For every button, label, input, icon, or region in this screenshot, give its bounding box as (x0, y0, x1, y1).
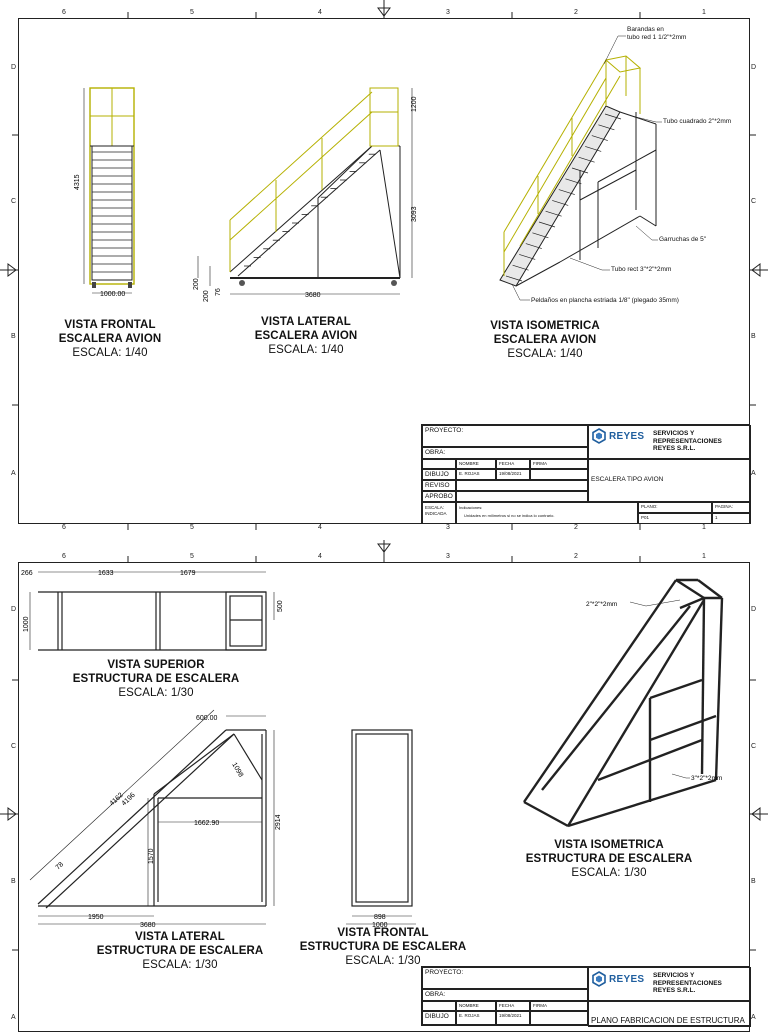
view-title-frontal: VISTA FRONTAL ESCALERA AVION ESCALA: 1/40 (58, 319, 162, 359)
lateral-dim-h2: 2914 (275, 814, 282, 830)
lateral-dim-h1: 1570 (148, 848, 155, 864)
company-name: SERVICIOS Y REPRESENTACIONES REYES S.R.L. (653, 972, 722, 994)
zone-number: 2 (574, 524, 578, 531)
lateral-dim-base1: 1950 (88, 914, 104, 921)
isometric-view-ladder (500, 56, 656, 286)
zone-number: 4 (318, 524, 322, 531)
dibujo-date: 19/08/2021 (496, 1011, 530, 1025)
hexagon-logo-icon (592, 428, 606, 444)
iso-annotation-top: 2"*2"*2mm (586, 601, 618, 608)
view-title-superior: VISTA SUPERIOR ESTRUCTURA DE ESCALERA ESCALA: 1/30 (72, 659, 240, 699)
zone-letter: C (11, 743, 17, 750)
zone-letter: A (11, 1014, 16, 1021)
dibujo-label: DIBUJO (422, 1011, 456, 1025)
lateral-dim-brace: 1098 (230, 761, 245, 779)
zone-number: 6 (62, 553, 66, 560)
view-title-lateral-structure: VISTA LATERAL ESTRUCTURA DE ESCALERA ESCALA: 1/30 (96, 931, 264, 971)
zone-letter: B (11, 878, 16, 885)
zone-number: 6 (62, 524, 66, 531)
zone-number: 3 (446, 553, 450, 560)
pagina-value: 1 (712, 513, 751, 524)
lateral-view-structure (38, 730, 266, 908)
lateral-dim-a: 200 (193, 278, 200, 290)
annotation-tubo-cuadrado: Tubo cuadrado 2"*2mm (663, 118, 732, 125)
dibujo-date: 19/08/2021 (496, 469, 530, 480)
zone-letter: C (11, 198, 17, 205)
zone-letter: A (751, 470, 756, 477)
zone-letter: B (751, 333, 756, 340)
view-title-isometric-structure: VISTA ISOMETRICA ESTRUCTURA DE ESCALERA ESCALA: 1/30 (525, 839, 693, 879)
view-title-lateral: VISTA LATERAL ESCALERA AVION ESCALA: 1/40 (254, 316, 358, 356)
zone-number: 1 (702, 9, 706, 16)
superior-dim-w: 1000 (23, 616, 30, 632)
zone-number: 2 (574, 9, 578, 16)
zone-number: 6 (62, 9, 66, 16)
lateral-dim-c: 76 (215, 288, 222, 296)
hexagon-logo-icon (592, 971, 606, 987)
company-name: SERVICIOS Y REPRESENTACIONES REYES S.R.L. (653, 430, 722, 452)
fecha-header: FECHA (496, 1001, 530, 1011)
proyecto-label: PROYECTO: (422, 425, 588, 447)
zone-number: 4 (318, 9, 322, 16)
zone-letter: D (751, 64, 757, 71)
zone-letter: C (751, 743, 757, 750)
zone-number: 3 (446, 524, 450, 531)
fecha-header: FECHA (496, 459, 530, 469)
annotation-barandas-2: tubo red 1 1/2"*2mm (627, 34, 687, 41)
dibujo-name: E. ROJAS (456, 1011, 496, 1025)
lateral-dim-b: 200 (203, 290, 210, 302)
lateral-length-dim: 3680 (305, 292, 321, 299)
drawing-description: PLANO FABRICACION DE ESTRUCTURA (588, 1001, 751, 1027)
obra-label: OBRA: (422, 447, 588, 459)
zone-letter: B (11, 333, 16, 340)
lateral-dim-diag2: 4196 (120, 791, 137, 808)
annotation-barandas: Barandas en (627, 26, 664, 33)
annotation-garruchas: Garruchas de 5" (659, 236, 707, 243)
superior-dim-b: 1633 (98, 570, 114, 577)
drawing-sheet-2 (0, 540, 768, 1024)
lateral-top-dim: 1200 (411, 96, 418, 112)
plano-label: PLANO: (638, 502, 712, 513)
zone-letter: A (11, 470, 16, 477)
frontal-dim-b: 1000 (372, 922, 388, 929)
dibujo-label: DIBUJO (422, 469, 456, 480)
front-view-ladder (90, 88, 134, 284)
zone-number: 2 (574, 553, 578, 560)
view-title-frontal-structure: VISTA FRONTAL ESTRUCTURA DE ESCALERA ESCALA: 1/30 (299, 927, 467, 967)
escala-cell: ESCALA: INDICADA (422, 502, 456, 524)
view-title-isometric: VISTA ISOMETRICA ESCALERA AVION ESCALA: 1/40 (490, 320, 600, 360)
zone-letter: C (751, 198, 757, 205)
drawing-description: ESCALERA TIPO AVION (588, 459, 751, 502)
front-view-steps (92, 152, 132, 272)
zone-number: 1 (702, 553, 706, 560)
nombre-header: NOMBRE (456, 459, 496, 469)
company-logo: REYES (592, 428, 644, 444)
annotation-tubo-rect: Tubo rect 3"*2"*2mm (611, 266, 672, 273)
zone-number: 4 (318, 553, 322, 560)
front-height-dim: 4315 (74, 174, 81, 190)
frontal-view-structure (352, 730, 412, 906)
lateral-dim-top: 600.00 (196, 715, 218, 722)
lateral-dim-mid: 1662.90 (194, 820, 220, 827)
zone-letter: D (11, 606, 17, 613)
superior-dim-a: 266 (21, 570, 33, 577)
superior-dim-c: 1679 (180, 570, 196, 577)
company-logo: REYES (592, 971, 644, 987)
aprobo-label: APROBO (422, 491, 456, 502)
lateral-dim-diag1: 4162 (108, 791, 125, 808)
zone-number: 5 (190, 524, 194, 531)
iso-annotation-side: 3"*2"*2mm (691, 775, 723, 782)
firma-header: FIRMA (530, 1001, 588, 1011)
reviso-label: REVISO (422, 480, 456, 491)
firma-header: FIRMA (530, 459, 588, 469)
front-width-dim: 1000.00 (100, 291, 126, 298)
zone-number: 5 (190, 553, 194, 560)
nombre-header: NOMBRE (456, 1001, 496, 1011)
isometric-view-structure (524, 580, 722, 826)
annotation-peldanos: Peldaños en plancha estriada 1/8" (plegado 35mm) (531, 297, 679, 304)
lateral-dim-base2: 3680 (140, 922, 156, 929)
frontal-dim-a: 898 (374, 914, 386, 921)
superior-view-structure (38, 592, 266, 650)
pagina-label: PAGINA: (712, 502, 751, 513)
zone-number: 1 (702, 524, 706, 531)
zone-letter: B (751, 878, 756, 885)
plano-value: P01 (638, 513, 712, 524)
obra-label: OBRA: (422, 989, 588, 1001)
zone-letter: A (751, 1014, 756, 1021)
dibujo-name: E. ROJAS (456, 469, 496, 480)
lateral-height-dim: 3093 (411, 206, 418, 222)
proyecto-label: PROYECTO: (422, 967, 588, 989)
indicaciones-cell: Indicaciones: Unidades en milímetros si no se indica lo contrario. (456, 502, 638, 524)
zone-number: 3 (446, 9, 450, 16)
superior-dim-d: 500 (277, 600, 284, 612)
lateral-view-ladder (230, 88, 400, 278)
zone-letter: D (11, 64, 17, 71)
zone-number: 5 (190, 9, 194, 16)
zone-letter: D (751, 606, 757, 613)
lateral-dim-small: 78 (54, 861, 66, 872)
